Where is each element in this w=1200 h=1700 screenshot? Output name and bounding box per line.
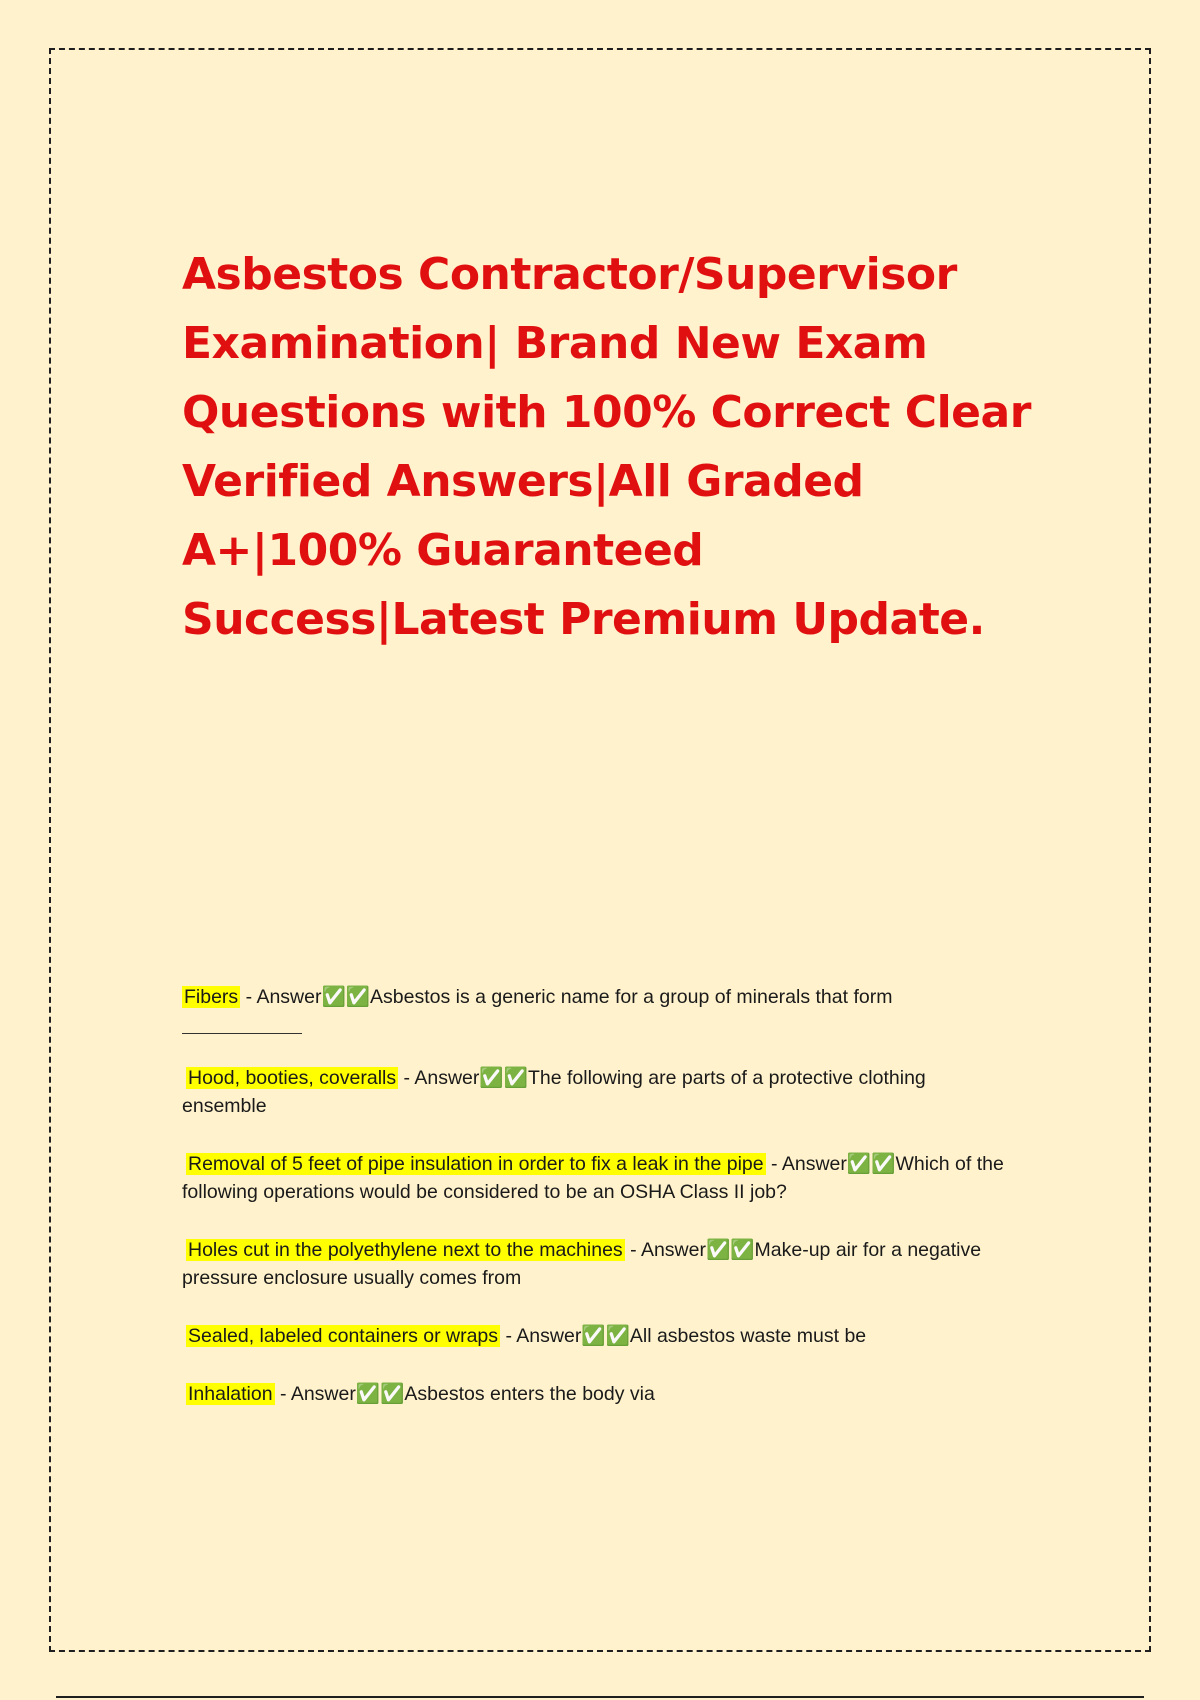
question-text: Asbestos enters the body via [404,1383,655,1405]
answer-separator: - Answer✅✅ [500,1325,630,1347]
qa-item [182,1064,1012,1120]
qa-item [182,1150,1012,1206]
question-text: Make-up air for a negative pressure enclosure usually comes from [182,1239,982,1289]
question-text: Asbestos is a generic name for a group of minerals that form [370,986,893,1008]
answer-term: Fibers [184,986,239,1008]
document-title: Asbestos Contractor/Supervisor Examination| Brand New Exam Questions with 100% Correct Clear Verified Answers|All Graded A+|100% Guaranteed Success|Latest Premium Update. [182,249,1031,645]
answer-term: Removal of 5 feet of pipe insulation in order to fix a leak in the pipe [188,1153,764,1175]
question-text: The following are parts of a protective clothing ensemble [182,1067,926,1117]
answer-separator: - Answer✅✅ [398,1067,528,1089]
answer-term: Sealed, labeled containers or wraps [188,1325,499,1347]
footer-rule [56,1696,1144,1698]
answer-term: Hood, booties, coveralls [188,1067,397,1089]
answer-separator: - Answer✅✅ [765,1153,896,1175]
qa-item [182,1236,1012,1292]
qa-item [182,1380,1012,1408]
answer-separator: - Answer✅✅ [240,986,371,1008]
fill-in-blank-line [182,1005,302,1034]
answer-separator: - Answer✅✅ [624,1239,755,1261]
qa-list [182,983,1012,1438]
question-text: All asbestos waste must be [629,1325,867,1347]
answer-separator: - Answer✅✅ [274,1383,405,1405]
qa-item [182,1322,1012,1350]
question-text: Which of the following operations would be considered to be an OSHA Class II job? [182,1153,1004,1203]
answer-term: Inhalation [188,1383,273,1405]
answer-term: Holes cut in the polyethylene next to the machines [188,1239,623,1261]
qa-item [182,983,1012,1034]
